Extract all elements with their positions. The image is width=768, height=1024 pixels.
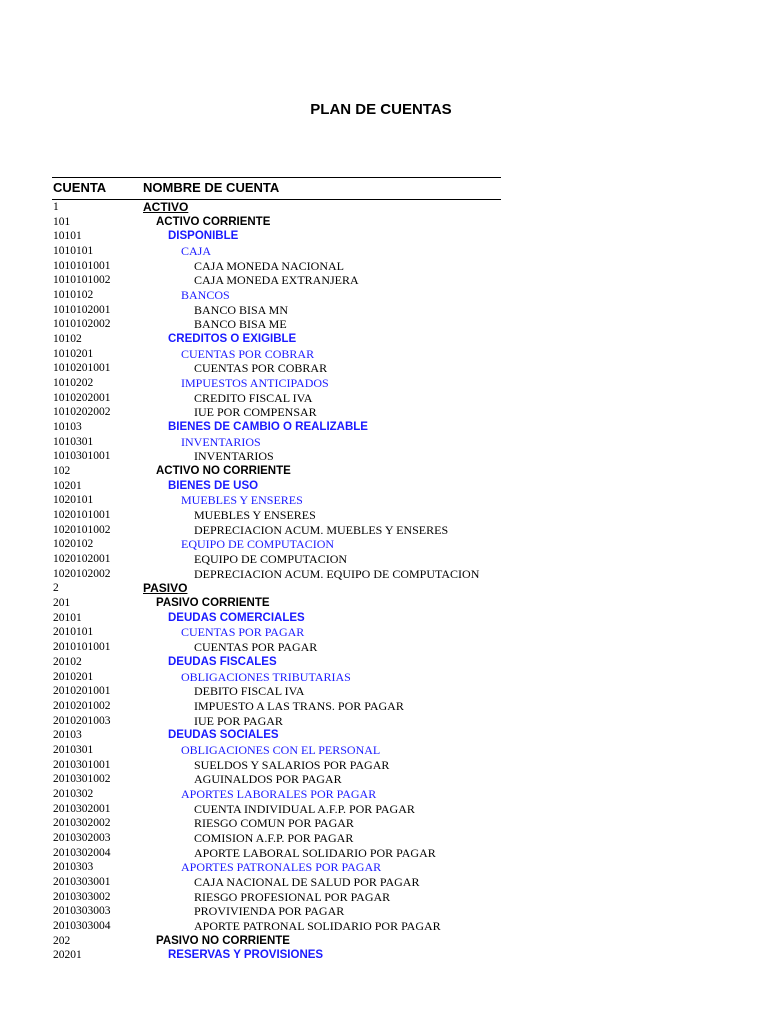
account-name: OBLIGACIONES TRIBUTARIAS (181, 669, 351, 684)
table-row (0, 758, 768, 773)
table-row (0, 890, 768, 905)
table-row (0, 904, 768, 919)
account-code: 1010202002 (53, 406, 111, 419)
account-name: BIENES DE USO (168, 479, 259, 492)
account-code: 2 (53, 582, 59, 595)
account-code: 2010302001 (53, 802, 111, 815)
account-code: 20102 (53, 655, 82, 668)
table-row (0, 317, 768, 332)
account-code: 2010201002 (53, 699, 111, 712)
account-name: DEUDAS COMERCIALES (168, 611, 305, 624)
account-name: CREDITO FISCAL IVA (194, 390, 313, 405)
account-code: 1020102 (53, 538, 94, 551)
table-row (0, 670, 768, 685)
table-row (0, 273, 768, 288)
table-row (0, 361, 768, 376)
account-name: AGUINALDOS POR PAGAR (194, 772, 342, 787)
account-name: CUENTAS POR PAGAR (194, 640, 318, 655)
account-code: 2010302004 (53, 846, 111, 859)
account-code: 2010201 (53, 670, 94, 683)
account-code: 2010301001 (53, 758, 111, 771)
account-code: 1010101002 (53, 274, 111, 287)
account-name: CUENTAS POR COBRAR (194, 361, 328, 376)
table-row (0, 728, 768, 743)
accounts-table (0, 200, 768, 963)
account-code: 1020101001 (53, 509, 111, 522)
account-name: ACTIVO NO CORRIENTE (156, 465, 291, 478)
account-code: 101 (53, 215, 71, 228)
account-code: 202 (53, 934, 71, 947)
account-name: RIESGO PROFESIONAL POR PAGAR (194, 889, 391, 904)
account-name: APORTE LABORAL SOLIDARIO POR PAGAR (194, 845, 436, 860)
column-header-name: NOMBRE DE CUENTA (143, 180, 280, 195)
table-row (0, 508, 768, 523)
table-row (0, 772, 768, 787)
table-row (0, 743, 768, 758)
account-name: BANCOS (181, 288, 230, 303)
table-row (0, 405, 768, 420)
table-row (0, 655, 768, 670)
page-title: PLAN DE CUENTAS (310, 101, 452, 118)
table-row (0, 479, 768, 494)
account-name: RESERVAS Y PROVISIONES (168, 949, 324, 962)
account-name: IMPUESTOS ANTICIPADOS (181, 376, 329, 391)
account-code: 2010303002 (53, 890, 111, 903)
account-name: PASIVO (143, 581, 188, 596)
account-name: CREDITOS O EXIGIBLE (168, 333, 297, 346)
table-row (0, 860, 768, 875)
account-code: 2010301 (53, 743, 94, 756)
account-name: APORTES PATRONALES POR PAGAR (181, 860, 382, 875)
table-row (0, 435, 768, 450)
account-code: 1020102002 (53, 567, 111, 580)
account-name: DEPRECIACION ACUM. EQUIPO DE COMPUTACION (194, 566, 480, 581)
table-row (0, 787, 768, 802)
account-name: CAJA (181, 244, 212, 259)
account-code: 1010201001 (53, 362, 111, 375)
account-name: APORTE PATRONAL SOLIDARIO POR PAGAR (194, 918, 441, 933)
account-name: DEPRECIACION ACUM. MUEBLES Y ENSERES (194, 522, 449, 537)
table-row (0, 640, 768, 655)
account-code: 2010101 (53, 626, 94, 639)
table-row (0, 714, 768, 729)
account-name: EQUIPO DE COMPUTACION (194, 552, 348, 567)
table-row (0, 376, 768, 391)
account-name: PROVIVIENDA POR PAGAR (194, 904, 345, 919)
account-code: 1010101 (53, 245, 94, 258)
table-row (0, 523, 768, 538)
table-row (0, 581, 768, 596)
account-code: 2010301002 (53, 773, 111, 786)
account-name: APORTES LABORALES POR PAGAR (181, 786, 377, 801)
table-row (0, 831, 768, 846)
account-code: 2010303001 (53, 875, 111, 888)
account-code: 1010201 (53, 347, 94, 360)
account-name: OBLIGACIONES CON EL PERSONAL (181, 742, 381, 757)
account-name: CAJA NACIONAL DE SALUD POR PAGAR (194, 874, 420, 889)
table-row (0, 802, 768, 817)
account-code: 1010202 (53, 377, 94, 390)
column-header-code: CUENTA (53, 180, 107, 195)
account-name: ACTIVO (143, 200, 189, 214)
account-name: BIENES DE CAMBIO O REALIZABLE (168, 421, 368, 434)
account-name: BANCO BISA MN (194, 302, 289, 317)
account-code: 1 (53, 201, 59, 213)
account-code: 1010102002 (53, 318, 111, 331)
account-code: 1010301001 (53, 450, 111, 463)
account-name: INVENTARIOS (181, 434, 261, 449)
account-code: 10102 (53, 333, 82, 346)
account-code: 2010302 (53, 787, 94, 800)
account-code: 10101 (53, 230, 82, 243)
account-code: 1010102001 (53, 303, 111, 316)
table-row (0, 215, 768, 230)
table-row (0, 919, 768, 934)
table-row (0, 948, 768, 963)
table-row (0, 875, 768, 890)
account-code: 2010201003 (53, 714, 111, 727)
account-code: 1010101001 (53, 259, 111, 272)
table-row (0, 684, 768, 699)
table-row (0, 347, 768, 362)
account-name: ACTIVO CORRIENTE (156, 215, 271, 228)
table-row (0, 611, 768, 626)
table-row (0, 464, 768, 479)
table-row (0, 934, 768, 949)
account-name: SUELDOS Y SALARIOS POR PAGAR (194, 757, 390, 772)
account-name: MUEBLES Y ENSERES (181, 493, 303, 508)
account-code: 2010303003 (53, 905, 111, 918)
table-row (0, 552, 768, 567)
account-name: INVENTARIOS (194, 449, 274, 464)
account-code: 2010101001 (53, 641, 111, 654)
account-name: CAJA MONEDA NACIONAL (194, 258, 345, 273)
account-code: 201 (53, 597, 71, 610)
account-name: PASIVO NO CORRIENTE (156, 934, 290, 947)
account-name: PASIVO CORRIENTE (156, 597, 270, 610)
table-row (0, 625, 768, 640)
account-name: IMPUESTO A LAS TRANS. POR PAGAR (194, 698, 404, 713)
table-row (0, 420, 768, 435)
account-code: 2010302003 (53, 831, 111, 844)
account-code: 2010303 (53, 861, 94, 874)
table-row (0, 493, 768, 508)
table-row (0, 537, 768, 552)
table-row (0, 259, 768, 274)
table-header (0, 178, 768, 198)
table-row (0, 200, 768, 215)
account-code: 2010303004 (53, 919, 111, 932)
account-code: 1010102 (53, 289, 94, 302)
account-name: BANCO BISA ME (194, 317, 287, 332)
account-name: DEBITO FISCAL IVA (194, 684, 305, 699)
table-row (0, 332, 768, 347)
account-name: IUE POR PAGAR (194, 713, 283, 728)
account-code: 102 (53, 465, 71, 478)
table-row (0, 303, 768, 318)
account-code: 1020101002 (53, 523, 111, 536)
table-row (0, 567, 768, 582)
table-row (0, 229, 768, 244)
account-code: 1020101 (53, 494, 94, 507)
account-code: 2010201001 (53, 685, 111, 698)
table-row (0, 699, 768, 714)
account-code: 20103 (53, 729, 82, 742)
table-row (0, 288, 768, 303)
table-row (0, 596, 768, 611)
account-code: 10103 (53, 421, 82, 434)
account-code: 20101 (53, 611, 82, 624)
account-code: 1020102001 (53, 553, 111, 566)
account-name: CUENTA INDIVIDUAL A.F.P. POR PAGAR (194, 801, 415, 816)
account-name: DISPONIBLE (168, 230, 239, 243)
account-code: 1010202001 (53, 391, 111, 404)
account-name: DEUDAS SOCIALES (168, 729, 279, 742)
account-name: CAJA MONEDA EXTRANJERA (194, 273, 359, 288)
account-name: DEUDAS FISCALES (168, 655, 277, 668)
account-name: MUEBLES Y ENSERES (194, 508, 316, 523)
table-row (0, 391, 768, 406)
account-name: CUENTAS POR PAGAR (181, 625, 305, 640)
account-code: 1010301 (53, 435, 94, 448)
account-name: COMISION A.F.P. POR PAGAR (194, 830, 354, 845)
account-name: IUE POR COMPENSAR (194, 405, 317, 420)
account-name: CUENTAS POR COBRAR (181, 346, 315, 361)
table-row (0, 449, 768, 464)
table-row (0, 846, 768, 861)
account-code: 10201 (53, 479, 82, 492)
table-row (0, 816, 768, 831)
account-code: 2010302002 (53, 817, 111, 830)
account-code: 20201 (53, 949, 82, 962)
table-row (0, 244, 768, 259)
account-name: EQUIPO DE COMPUTACION (181, 537, 335, 552)
account-name: RIESGO COMUN POR PAGAR (194, 816, 354, 831)
